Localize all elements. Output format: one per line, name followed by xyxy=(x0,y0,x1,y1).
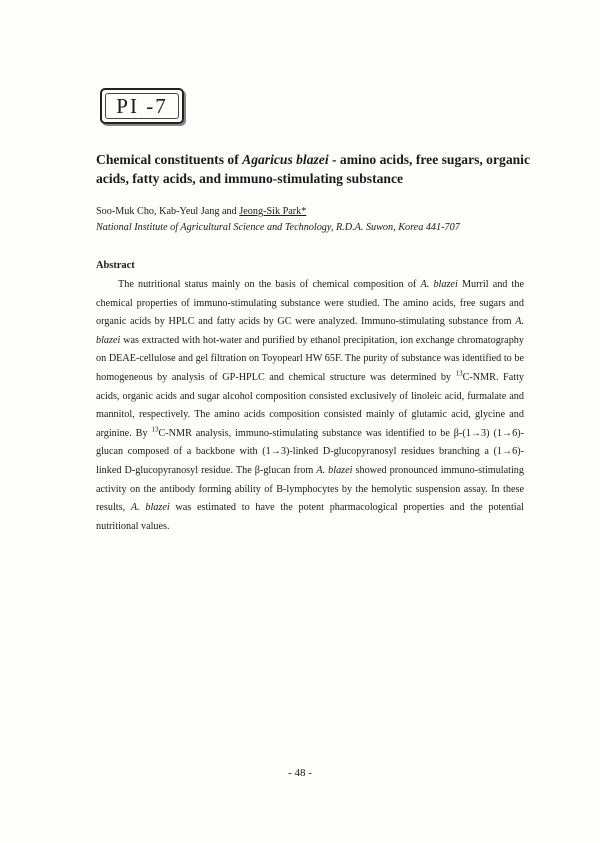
author-list xyxy=(96,205,306,219)
authors-plain: Soo-Muk Cho, Kab-Yeul Jang and xyxy=(96,206,240,217)
abstract-species-3: A. blazei xyxy=(316,464,353,476)
session-code-label: PI -7 xyxy=(116,93,168,118)
abstract-species-4: A. blazei xyxy=(130,502,170,514)
abstract-text-2: was extracted with hot-water and purified by ethanol precipitation, ion exchange chromatography on DEAE-cellulose and gel filtration on Toyopearl HW 65F. The purity of substance was identified to be homogeneous by analysis of GP-HPLC and chemical structure was determined by xyxy=(96,334,524,383)
title-species: Agaricus blazei xyxy=(242,152,329,167)
superscript-13-b: 13 xyxy=(151,425,159,434)
title-part-2: - amino acids, free sugars, organic acids, fatty acids, and immuno-stimulating substance xyxy=(96,152,530,186)
abstract-paragraph xyxy=(96,276,524,536)
session-code-box xyxy=(100,88,184,124)
abstract-text-4: C-NMR analysis, immuno-stimulating substance was identified to be β-(1→3) (1→6)-glucan composed of a backbone with (1→3)-linked D-glucopyranosyl residues branching a (1→6)-linked D-glucopyranosyl residue. The β-glucan from xyxy=(96,427,524,476)
abstract-text-6: was estimated to have the potent pharmacological properties and the potential nutritional values. xyxy=(96,502,524,532)
abstract-text-5: showed pronounced immuno-stimulating activity on the antibody forming ability of B-lymphocytes by the hemolytic suspension assay. In these results, xyxy=(96,464,524,514)
page-number: - 48 - xyxy=(288,767,312,779)
title-part-1: Chemical constituents of xyxy=(96,152,243,167)
corresponding-author: Jeong-Sik Park* xyxy=(239,206,307,217)
abstract-body xyxy=(96,276,524,536)
abstract-text-3: C-NMR. Fatty acids, organic acids and sugar alcohol composition consisted exclusively of linoleic acid, furmalate and mannitol, respectively. The amino acids composition consisted mainly of glutamic acid, glycine and arginine. By xyxy=(96,371,524,439)
paper-title xyxy=(96,150,536,188)
abstract-species-1: A. blazei xyxy=(420,279,458,290)
superscript-13-a: 13 xyxy=(455,369,463,378)
abstract-text-1: The nutritional status mainly on the basis of chemical composition of xyxy=(118,279,421,290)
abstract-text-1b: Murril and the chemical properties of immuno-stimulating substance were studied. The amino acids, free sugars and organic acids by HPLC and fatty acids by GC were analyzed. Immuno-stimulating substance from xyxy=(96,279,524,328)
abstract-species-2: A. blazei xyxy=(96,316,524,346)
affiliation: National Institute of Agricultural Science and Technology, R.D.A. Suwon, Korea 441-707 xyxy=(96,222,460,233)
abstract-heading: Abstract xyxy=(96,260,135,271)
